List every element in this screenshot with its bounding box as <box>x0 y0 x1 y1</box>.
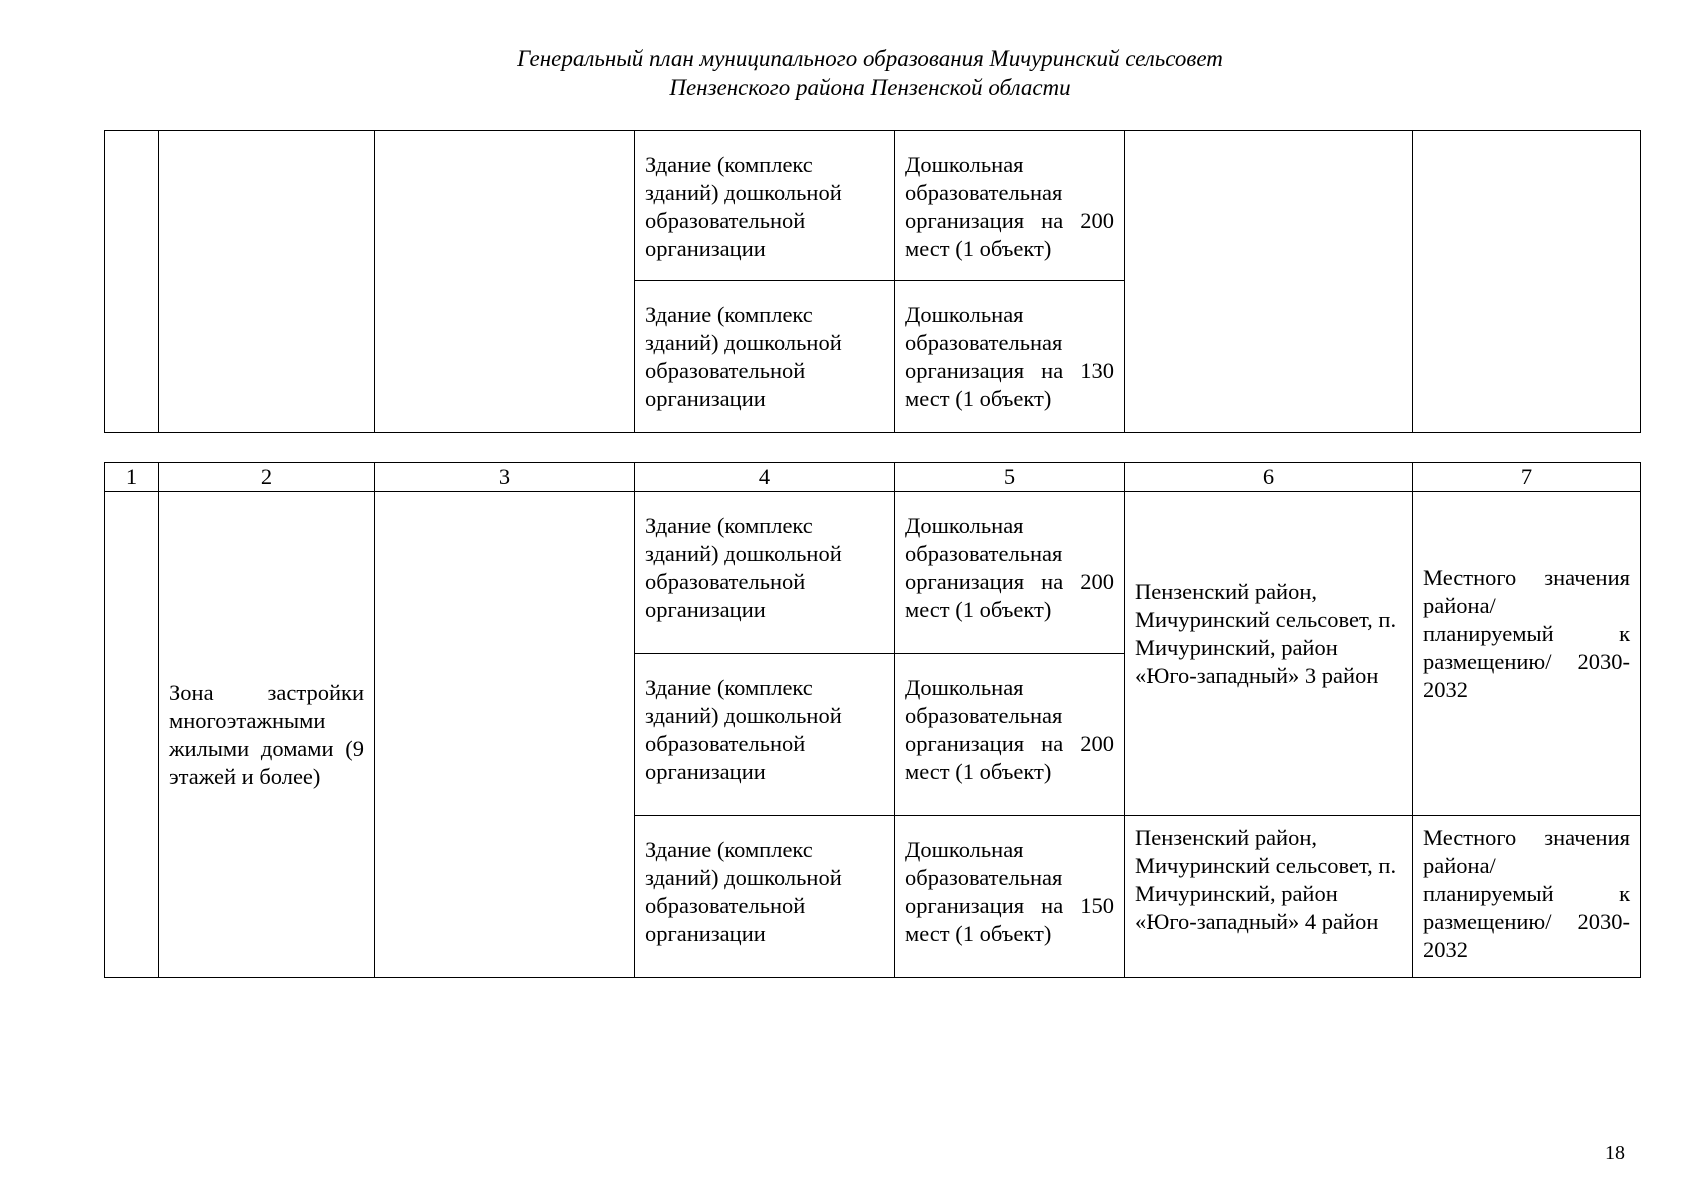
cell-col3 <box>375 131 635 433</box>
cell-col1 <box>105 131 159 433</box>
zone-text: Зона застройки многоэтажными жилыми домами (9 этажей и более) <box>169 679 364 789</box>
cell-col3 <box>375 492 635 978</box>
table-row <box>105 131 1641 281</box>
column-number: 4 <box>635 463 895 492</box>
status-cell: Местного значения района/ планируемый к размещению/ 2030-2032 <box>1413 816 1641 978</box>
zone-cell <box>159 492 375 978</box>
cell-purpose: Дошкольная образовательная организация на 130 мест (1 объект) <box>895 281 1125 433</box>
document-header <box>0 44 1697 102</box>
location-cell: Пензенский район, Мичуринский сельсовет, п. Мичуринский, район «Юго-западный» 3 район <box>1125 492 1413 816</box>
cell-object: Здание (комплекс зданий) дошкольной образовательной организации <box>635 281 895 433</box>
header-line-2: Пензенского района Пензенской области <box>669 75 1071 100</box>
cell-col6 <box>1125 131 1413 433</box>
cell-object: Здание (комплекс зданий) дошкольной образовательной организации <box>635 492 895 654</box>
table-row <box>105 492 1641 654</box>
column-number: 6 <box>1125 463 1413 492</box>
column-number-row <box>105 463 1641 492</box>
cell-col7 <box>1413 131 1641 433</box>
cell-purpose: Дошкольная образовательная организация на 200 мест (1 объект) <box>895 131 1125 281</box>
cell-purpose: Дошкольная образовательная организация на 150 мест (1 объект) <box>895 816 1125 978</box>
location-cell: Пензенский район, Мичуринский сельсовет, п. Мичуринский, район «Юго-западный» 4 район <box>1125 816 1413 978</box>
column-number: 3 <box>375 463 635 492</box>
column-number: 5 <box>895 463 1125 492</box>
cell-object: Здание (комплекс зданий) дошкольной образовательной организации <box>635 816 895 978</box>
cell-object: Здание (комплекс зданий) дошкольной образовательной организации <box>635 654 895 816</box>
main-table <box>104 462 1641 978</box>
column-number: 7 <box>1413 463 1641 492</box>
page-number: 18 <box>1605 1142 1625 1164</box>
cell-object: Здание (комплекс зданий) дошкольной образовательной организации <box>635 131 895 281</box>
status-cell: Местного значения района/ планируемый к размещению/ 2030-2032 <box>1413 492 1641 816</box>
continuation-table <box>104 130 1641 433</box>
cell-col1 <box>105 492 159 978</box>
column-number: 1 <box>105 463 159 492</box>
header-line-1: Генеральный план муниципального образования Мичуринский сельсовет <box>517 46 1223 71</box>
column-number: 2 <box>159 463 375 492</box>
cell-col2 <box>159 131 375 433</box>
cell-purpose: Дошкольная образовательная организация на 200 мест (1 объект) <box>895 654 1125 816</box>
cell-purpose: Дошкольная образовательная организация на 200 мест (1 объект) <box>895 492 1125 654</box>
